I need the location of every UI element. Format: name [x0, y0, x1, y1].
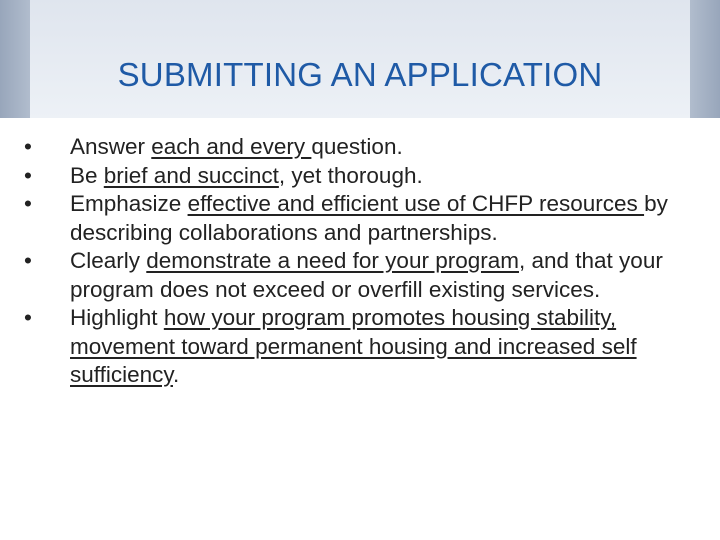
bullet-icon: • — [24, 305, 32, 330]
bullet-list — [0, 133, 720, 390]
bullet-text: Highlight — [70, 305, 164, 330]
bullet-text: Be — [70, 162, 104, 188]
bullet-icon: • — [24, 248, 32, 273]
slide-title: SUBMITTING AN APPLICATION — [117, 56, 603, 93]
bullet-emphasis: demonstrate a need for your program — [146, 248, 519, 273]
bullet-item-efficient-resources — [0, 190, 720, 247]
bullet-text: Clearly — [70, 248, 147, 273]
bullet-text: by describing collaborations and partnerships. — [70, 191, 668, 245]
bullet-emphasis: how your program promotes housing stability, movement toward permanent housing and increased self sufficiency — [70, 305, 637, 387]
bullet-text: Answer — [70, 134, 152, 159]
bullet-emphasis: effective and efficient use of CHFP resources — [187, 191, 645, 216]
bullet-icon: • — [24, 134, 32, 159]
bullet-icon: • — [24, 191, 32, 216]
bullet-item-brief-succinct — [0, 162, 720, 191]
bullet-icon: • — [24, 162, 32, 188]
bullet-text: Emphasize — [70, 191, 188, 216]
bullet-text: , yet thorough. — [278, 162, 423, 188]
bullet-item-housing-stability — [0, 304, 720, 390]
bullet-item-answer-questions — [0, 133, 720, 162]
bullet-text: . — [172, 362, 180, 387]
bullet-item-demonstrate-need — [0, 247, 720, 304]
bullet-emphasis: brief and succinct — [103, 162, 279, 188]
bullet-text: question. — [311, 134, 403, 159]
bullet-emphasis: each and every — [151, 134, 312, 159]
bullet-text: , and that your program does not exceed or overfill existing services. — [70, 248, 663, 302]
